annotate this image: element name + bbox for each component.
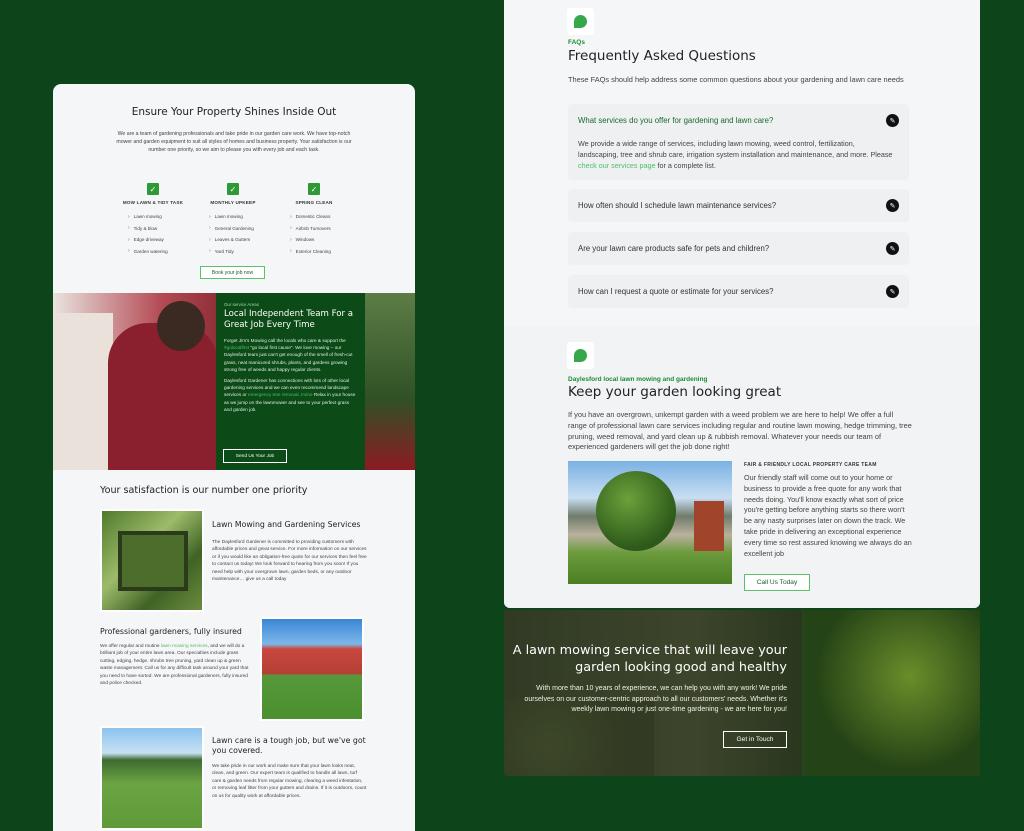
garden-kicker: Daylesford local lawn mowing and gardening <box>568 376 708 383</box>
basket-logo-icon <box>567 342 594 369</box>
banner-photo-head <box>157 301 205 351</box>
lawn-photo <box>100 726 204 830</box>
section-title-mowing: Lawn Mowing and Gardening Services <box>212 520 361 529</box>
chevron-right-icon: › <box>128 248 130 255</box>
service-item: › Windows <box>290 236 315 243</box>
faq-item-pets[interactable] <box>568 232 909 265</box>
faq-lead: These FAQs should help address some common questions about your gardening and lawn care needs <box>568 75 904 84</box>
service-areas-body-1: Forget Jim's Mowing call the locals who care & support the #golocalfirst "go local first cause". We love mowing – our Daylesford team just can't get enough of the smell of fresh-cut grass, neat manicured shrubs, plants, and gardens growing strong free of weeds and happy regular clients. <box>224 338 353 372</box>
service-item: › Lawn mowing <box>128 213 162 220</box>
service-item: › Airbnb Turnovers <box>290 225 331 232</box>
service-areas-box <box>216 293 365 470</box>
faq-question: Are your lawn care products safe for pets and children? <box>578 244 770 253</box>
section-title-lawn-care: Lawn care is a tough job, but we've got you covered. <box>212 736 366 755</box>
garden-body: If you have an overgrown, unkempt garden with a weed problem we are here to help! We offer a full range of professional lawn care services including regular and routine lawn mowing, hedge trimming, tree pruning, weed removal, and yard clean up & rubbish removal. Whatever your needs our team of experienced gardeners will get the job done right! <box>568 410 912 452</box>
faq-question: How often should I schedule lawn maintenance services? <box>578 201 777 210</box>
chevron-right-icon: › <box>290 213 292 220</box>
tree-removal-link[interactable]: emergency tree removal, Irvine <box>247 392 313 398</box>
service-areas-banner <box>53 293 415 470</box>
service-heading: SPRING CLEAN <box>295 200 333 205</box>
faq-title: Frequently Asked Questions <box>568 48 756 64</box>
check-icon: ✓ <box>308 183 320 195</box>
chevron-right-icon: › <box>290 225 292 232</box>
chevron-right-icon: › <box>128 213 130 220</box>
check-icon: ✓ <box>147 183 159 195</box>
service-areas-title: Local Independent Team For a Great Job Every Time <box>224 309 354 330</box>
faq-kicker: FAQs <box>568 39 585 46</box>
service-column-mow <box>113 183 193 257</box>
mower-photo <box>100 509 204 612</box>
section-body-lawn-care: We take pride in our work and make sure that your lawn looks neat, clean, and green. Our expert team is qualified to handle all lawn, turf care & garden needs from regular mowing, clearing a weed infestation, or removing leaf litter from your gutters and drains. If it is outdoors, count on us for quality work at affordable prices. <box>212 764 367 799</box>
faq-item-schedule[interactable] <box>568 189 909 222</box>
satisfaction-heading: Your satisfaction is our number one priority <box>100 485 308 496</box>
service-item: › Leaves & Gutters <box>209 236 251 243</box>
service-column-monthly <box>193 183 273 257</box>
toggle-icon[interactable]: ✎ <box>886 114 899 127</box>
left-page-card <box>53 84 415 831</box>
fence-shape <box>694 501 724 551</box>
chevron-right-icon: › <box>209 248 211 255</box>
faq-item-quote[interactable] <box>568 275 909 308</box>
hedge-shape <box>596 471 676 551</box>
service-item: › Yard Tidy <box>209 248 234 255</box>
service-item: › Lawn mowing <box>209 213 243 220</box>
leaves-background <box>804 610 980 776</box>
book-job-button[interactable]: Book your job now <box>200 266 265 279</box>
section-title-insured: Professional gardeners, fully insured <box>100 627 242 636</box>
banner-photo-left <box>53 313 113 470</box>
toggle-icon[interactable]: ✎ <box>886 242 899 255</box>
get-in-touch-button[interactable]: Get in Touch <box>723 731 787 748</box>
right-page-card <box>504 0 980 608</box>
faq-question: How can I request a quote or estimate for your services? <box>578 287 774 296</box>
service-column-spring <box>274 183 354 257</box>
toggle-icon[interactable]: ✎ <box>886 285 899 298</box>
faq-answer: We provide a wide range of services, including lawn mowing, weed control, fertilization, landscaping, tree and shrub care, irrigation system installation and maintenance, and more. Please check our services page for a complete list. <box>578 139 893 170</box>
cta-title: A lawn mowing service that will leave your garden looking good and healthy <box>512 643 787 675</box>
chevron-right-icon: › <box>209 213 211 220</box>
toggle-icon[interactable]: ✎ <box>886 199 899 212</box>
service-item: › Domestic Cleans <box>290 213 331 220</box>
intro-text: We are a team of gardening professionals and take pride in our garden care work. We have top-notch mower and garden equipment to suit all styles of homes and business property. Your satisfaction is our number one priority, so we aim to please you with every job and each task. <box>116 131 352 153</box>
faq-logo-icon <box>567 8 594 35</box>
service-item: › Tidy & blow <box>128 225 158 232</box>
chevron-right-icon: › <box>128 236 130 243</box>
cta-body: With more than 10 years of experience, we can help you with any work! We pride ourselves on our customer-centric approach to all our customers' needs. Whether it's weekly lawn mowing or just one-time gardening - we are here for you! <box>524 685 787 713</box>
service-heading: MONTHLY UPKEEP <box>210 200 256 205</box>
service-item: › Edge driveway <box>128 236 164 243</box>
faq-question: What services do you offer for gardening and lawn care? <box>578 116 774 125</box>
check-icon: ✓ <box>227 183 239 195</box>
chevron-right-icon: › <box>209 225 211 232</box>
banner-photo-person <box>108 323 218 470</box>
section-body-insured: We offer regular and routine lawn mowing services, and we will do a brilliant job of your entire lawn area. Our specialties include grass cutting, edging, hedge, shrubs tree pruning, yard clean up & green waste management. Call us for any difficult task around your yard that you need to have sorted. We are professional gardeners, fully insured and police checked. <box>100 644 249 687</box>
lawn-mowing-services-link[interactable]: lawn mowing services <box>160 644 208 649</box>
call-us-button[interactable]: Call Us Today <box>744 574 810 591</box>
mower-shape <box>118 531 188 591</box>
chevron-right-icon: › <box>290 236 292 243</box>
service-areas-body-2: Daylesford Gardener has connections with lots of other local gardening services and we can even recommend landscape services or emergency tree removal, Irvine Relax in your house as we jump on the lawnmower and see to your perfect grass and garden job. <box>224 378 356 412</box>
faq-item-services[interactable] <box>568 104 909 180</box>
golocalfirst-link[interactable]: #golocalfirst <box>224 345 250 351</box>
send-job-button[interactable]: Send Us Your Job <box>223 449 287 463</box>
service-areas-kicker: Our service Areas <box>224 302 259 307</box>
cta-overlay <box>504 610 802 776</box>
property-care-heading: FAIR & FRIENDLY LOCAL PROPERTY CARE TEAM <box>744 462 877 468</box>
section-body-mowing: The Daylesford Gardener is committed to providing customers with affordable prices and great service. For more information on our services or if you would like an obligation-free quote for our services then feel free to contact us today! We look forward to hearing from you soon! If you need help with your overgrown lawn, garden beds, or any outdoor maintenance… give us a call today <box>212 540 367 583</box>
hedge-photo <box>568 461 732 584</box>
chevron-right-icon: › <box>290 248 292 255</box>
chevron-right-icon: › <box>209 236 211 243</box>
service-item: › General Gardening <box>209 225 254 232</box>
service-item: › Exterior Cleaning <box>290 248 331 255</box>
chevron-right-icon: › <box>128 225 130 232</box>
service-heading: MOW LAWN & TIDY TASK <box>122 200 184 205</box>
garden-title: Keep your garden looking great <box>568 384 782 400</box>
service-item: › Garden watering <box>128 248 168 255</box>
page-title: Ensure Your Property Shines Inside Out <box>131 106 337 118</box>
services-page-link[interactable]: check our services page <box>578 161 656 170</box>
cta-banner <box>504 610 980 776</box>
property-care-body: Our friendly staff will come out to your home or business to provide a free quote for any work that needs doing. You'll know exactly what sort of price you're getting before anything starts so there won't be any nasty surprises later on down the track. We take pride in delivering an exceptional experience every time so rest assured knowing we always do an excellent job <box>744 473 912 558</box>
house-garden-photo <box>260 617 364 721</box>
